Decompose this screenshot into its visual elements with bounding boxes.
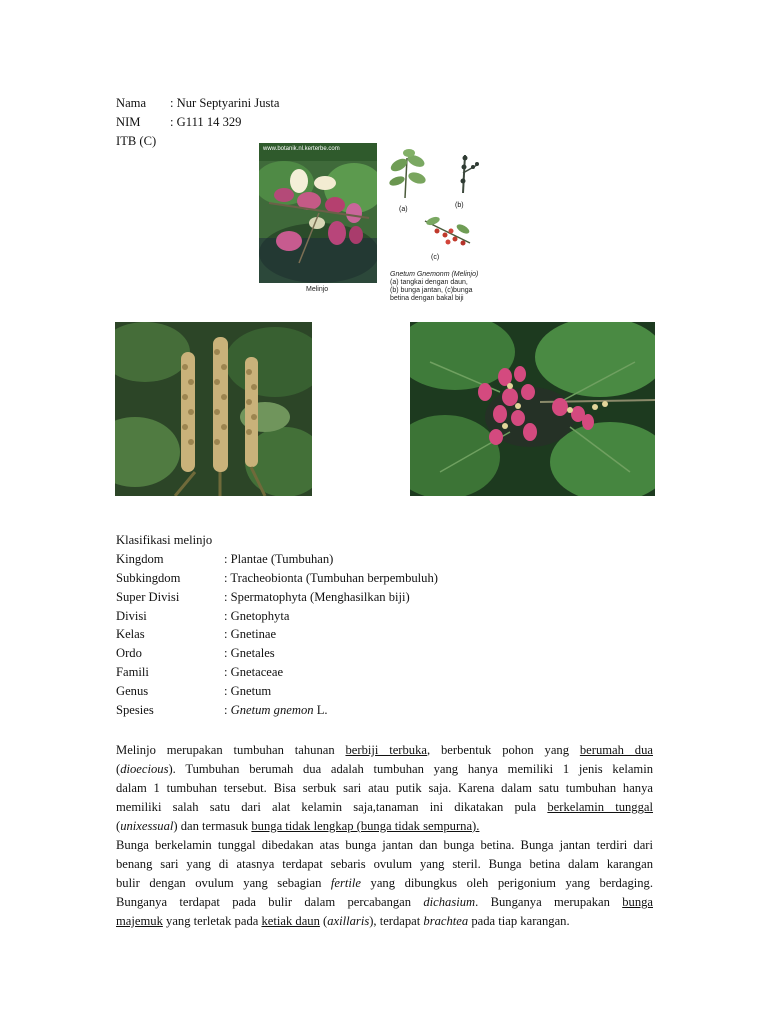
drawing-caption-line-3: betina dengan bakal biji bbox=[390, 295, 464, 302]
p2-underline-majemuk: majemuk bbox=[116, 914, 163, 928]
melinjo-female-flower-photo bbox=[410, 322, 655, 496]
spesies-italic: Gnetum gnemon bbox=[230, 703, 314, 717]
classification-title: Klasifikasi melinjo bbox=[116, 533, 213, 547]
melinjo-fruit-photo bbox=[259, 143, 377, 283]
p2-line-1: Bunga berkelamin tunggal dibedakan atas bunga jantan dan bunga betina. Bunga jantan terdiri dari bbox=[116, 838, 653, 852]
nim-label: NIM bbox=[116, 115, 141, 129]
p1-underline-bunga-tidak-lengkap: bunga tidak lengkap (bunga tidak sempurna). bbox=[251, 819, 480, 833]
p1-underline-berkelamin-tunggal: berkelamin tunggal bbox=[547, 800, 653, 814]
class-value-famili: : Gnetaceae bbox=[224, 665, 284, 679]
drawing-label-b: (b) bbox=[455, 202, 464, 209]
class-label-kingdom: Kingdom bbox=[116, 552, 164, 566]
p1-text: memiliki salah satu dari alat kelamin saja,tanaman ini dikatakan pula bbox=[116, 800, 548, 814]
nama-label: Nama bbox=[116, 96, 147, 110]
p2-text: ), terdapat bbox=[369, 914, 424, 928]
melinjo-botanical-drawing bbox=[385, 143, 510, 273]
p2-text: . Bunganya merupakan bbox=[475, 895, 623, 909]
class-value-subkingdom: : Tracheobionta (Tumbuhan berpembuluh) bbox=[224, 571, 438, 585]
class-value-kingdom: : Plantae (Tumbuhan) bbox=[224, 552, 334, 566]
p2-text: pada tiap karangan. bbox=[468, 914, 570, 928]
class-value-kelas: : Gnetinae bbox=[224, 627, 277, 641]
p1-text: ). Tumbuhan berumah dua adalah tumbuhan yang hanya memiliki 1 jenis kelamin bbox=[168, 762, 653, 776]
p2-text: ( bbox=[319, 914, 328, 928]
photo-caption: Melinjo bbox=[306, 286, 329, 293]
p2-italic-fertile: fertile bbox=[330, 876, 361, 890]
p2-text: bulir dengan ovulum yang sebagian bbox=[116, 876, 331, 890]
p1-text: Melinjo merupakan tumbuhan tahunan bbox=[116, 743, 346, 757]
p2-line-2: benang sari yang di atasnya terdapat sebaris ovulum yang steril. Bunga betina dalam karangan bbox=[116, 857, 653, 871]
p1-line-4 bbox=[116, 798, 653, 817]
class-label-famili: Famili bbox=[116, 665, 149, 679]
p1-text: ( bbox=[116, 762, 121, 776]
p1-underline-berumah-dua: berumah dua bbox=[579, 743, 653, 757]
p2-line-3 bbox=[116, 874, 653, 893]
drawing-caption-title: Gnetum Gnemonm (Melinjo) bbox=[390, 271, 479, 278]
class-line: ITB (C) bbox=[116, 134, 157, 148]
class-label-subkingdom: Subkingdom bbox=[116, 571, 181, 585]
p2-underline-ketiak-daun: ketiak daun bbox=[261, 914, 320, 928]
class-value-spesies bbox=[224, 703, 328, 718]
spesies-suffix: L. bbox=[313, 703, 328, 717]
paragraph-2 bbox=[116, 836, 653, 931]
class-value-ordo: : Gnetales bbox=[224, 646, 275, 660]
p2-text: yang terletak pada bbox=[162, 914, 262, 928]
class-label-spesies: Spesies bbox=[116, 703, 154, 717]
p1-line-2 bbox=[116, 760, 653, 779]
p2-line-4 bbox=[116, 893, 653, 912]
p2-italic-dichasium: dichasium bbox=[423, 895, 476, 909]
spesies-prefix: : bbox=[224, 703, 231, 717]
class-value-genus: : Gnetum bbox=[224, 684, 272, 698]
photo-watermark: www.botanik.nl.kerterbe.com bbox=[263, 146, 340, 152]
nim-value: : G111 14 329 bbox=[170, 115, 242, 129]
paragraph-1 bbox=[116, 741, 653, 836]
p2-underline-bunga: bunga bbox=[622, 895, 653, 909]
p2-italic-brachtea: brachtea bbox=[423, 914, 469, 928]
p1-text: ( bbox=[116, 819, 121, 833]
class-value-divisi: : Gnetophyta bbox=[224, 609, 290, 623]
drawing-caption bbox=[390, 271, 478, 303]
p1-line-5 bbox=[116, 817, 653, 836]
class-label-divisi: Divisi bbox=[116, 609, 147, 623]
p1-text: ) dan termasuk bbox=[173, 819, 252, 833]
melinjo-male-flower-photo bbox=[115, 322, 312, 496]
class-label-super-divisi: Super Divisi bbox=[116, 590, 180, 604]
p2-line-5 bbox=[116, 912, 653, 931]
p1-italic-dioecious: dioecious bbox=[120, 762, 169, 776]
p2-italic-axillaris: axillaris bbox=[327, 914, 370, 928]
p1-underline-berbiji-terbuka: berbiji terbuka bbox=[345, 743, 427, 757]
drawing-caption-line-2: (b) bunga jantan, (c)bunga bbox=[390, 287, 473, 294]
drawing-label-c: (c) bbox=[431, 254, 440, 261]
class-label-kelas: Kelas bbox=[116, 627, 145, 641]
p2-text: Bunganya terdapat pada bulir dalam percabangan bbox=[116, 895, 424, 909]
drawing-label-a: (a) bbox=[399, 206, 408, 213]
class-value-super-divisi: : Spermatophyta (Menghasilkan biji) bbox=[224, 590, 410, 604]
p1-italic-unixessual: unixessual bbox=[120, 819, 174, 833]
p1-line-3: dalam 1 tumbuhan tersebut. Bisa serbuk sari atau putik saja. Karena dalam satu tumbuhan hanya bbox=[116, 781, 653, 795]
nama-value: : Nur Septyarini Justa bbox=[170, 96, 280, 110]
p1-line-1 bbox=[116, 741, 653, 760]
class-label-genus: Genus bbox=[116, 684, 149, 698]
drawing-caption-line-1: (a) tangkai dengan daun, bbox=[390, 279, 468, 286]
class-label-ordo: Ordo bbox=[116, 646, 142, 660]
p1-text: , berbentuk pohon yang bbox=[426, 743, 580, 757]
p2-text: yang dibungkus oleh perigonium yang berdaging. bbox=[361, 876, 653, 890]
